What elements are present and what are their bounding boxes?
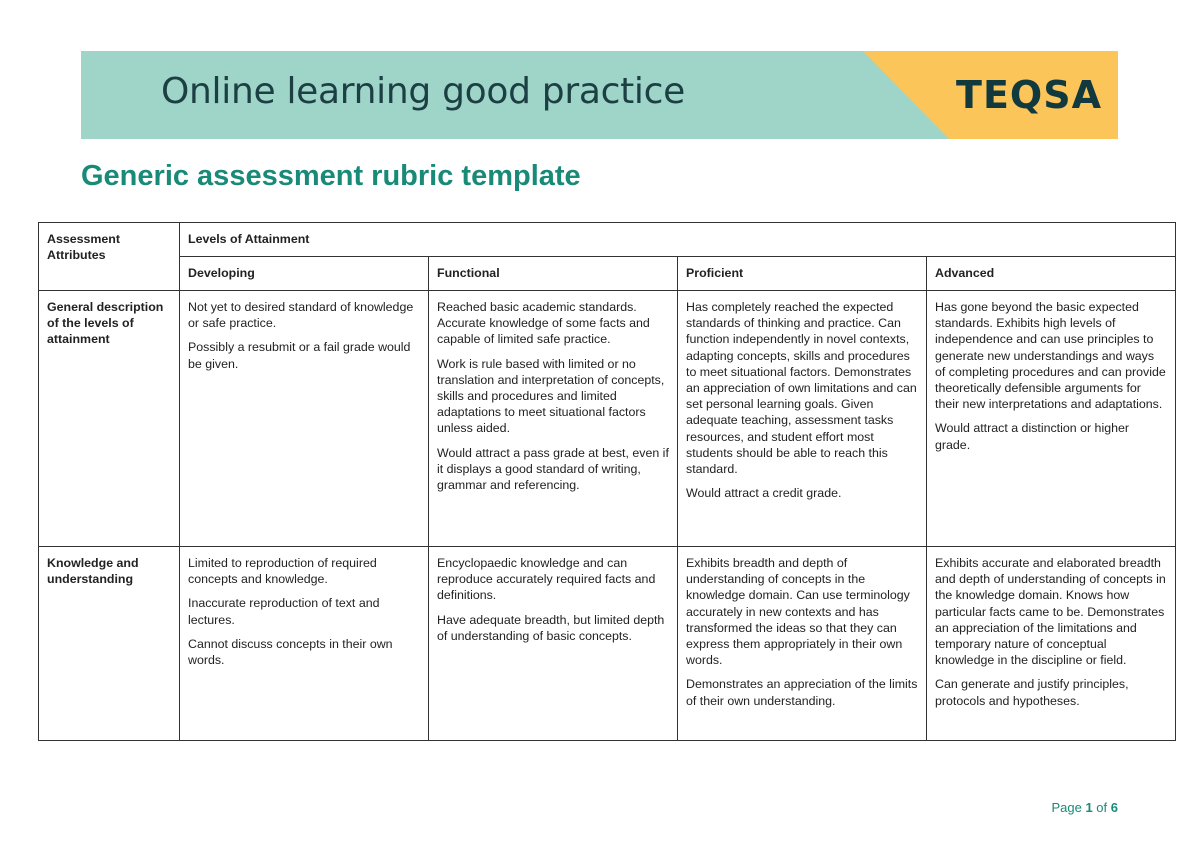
cell-paragraph: Have adequate breadth, but limited depth of understanding of basic concepts.: [437, 612, 665, 643]
cell-paragraph: Work is rule based with limited or no translation and interpretation of concepts, skills and procedures and limited adaptations to meet situational factors unless aided.: [437, 356, 665, 436]
levels-of-attainment-header: Levels of Attainment: [180, 223, 1176, 257]
assessment-attributes-header: Assessment Attributes: [39, 223, 180, 291]
cell-paragraph: Would attract a distinction or higher grade.: [935, 421, 1129, 452]
cell-proficient: [678, 291, 927, 547]
row-attribute-knowledge: Knowledge and understanding: [39, 547, 180, 741]
document-title: Generic assessment rubric template: [81, 160, 581, 192]
cell-paragraph: Not yet to desired standard of knowledge or safe practice.: [188, 300, 414, 331]
cell-developing: [180, 291, 429, 547]
banner-title: Online learning good practice: [161, 71, 685, 112]
total-pages: 6: [1110, 800, 1118, 815]
cell-paragraph: Possibly a resubmit or a fail grade would be given.: [188, 340, 411, 371]
cell-functional: [429, 291, 678, 547]
cell-paragraph: Has completely reached the expected standards of thinking and practice. Can function independently in novel contexts, adapting concepts, skills and procedures to meet situational factors. Demonstrates an appreciation of own limitations and can set personal learning goals. Given adequate teaching, assessment tasks resources, and student effort most students should be able to reach this standard.: [686, 300, 917, 477]
cell-paragraph: Would attract a pass grade at best, even if it displays a good standard of writing, grammar and referencing.: [437, 445, 669, 493]
teqsa-logo: TEQSA: [956, 73, 1102, 117]
level-header-proficient: Proficient: [678, 257, 927, 291]
cell-paragraph: Exhibits accurate and elaborated breadth and depth of understanding of concepts in the knowledge domain. Knows how particular facts came to be. Demonstrates an appreciation of the limitations and temporary nature of conceptual knowledge in the discipline or field.: [935, 556, 1166, 668]
cell-developing: [180, 547, 429, 741]
cell-paragraph: Encyclopaedic knowledge and can reproduce accurately required facts and definitions.: [437, 556, 656, 603]
page-of: of: [1096, 800, 1108, 815]
cell-paragraph: Can generate and justify principles, protocols and hypotheses.: [935, 677, 1129, 708]
level-header-functional: Functional: [429, 257, 678, 291]
cell-paragraph: Has gone beyond the basic expected standards. Exhibits high levels of independence and can use principles to generate new understandings and ways of completing procedures and can provide theoretically defensible arguments for their new interpretations and adaptations.: [935, 300, 1166, 412]
table-row: [39, 291, 1176, 547]
cell-paragraph: Exhibits breadth and depth of understanding of concepts in the knowledge domain. Can use terminology accurately in new contexts and has transformed the ideas so that they can express them appropriately in their own words.: [686, 556, 910, 668]
levels-header-row: [39, 257, 1176, 291]
cell-paragraph: Limited to reproduction of required concepts and knowledge.: [188, 556, 377, 587]
page-prefix: Page: [1051, 800, 1082, 815]
level-header-advanced: Advanced: [927, 257, 1176, 291]
cell-paragraph: Inaccurate reproduction of text and lectures.: [188, 596, 380, 627]
cell-paragraph: Would attract a credit grade.: [686, 486, 842, 501]
cell-proficient: [678, 547, 927, 741]
current-page: 1: [1085, 800, 1093, 815]
cell-advanced: [927, 291, 1176, 547]
header-banner: [81, 51, 1118, 139]
page-number: [1051, 800, 1118, 815]
rubric-table: [38, 222, 1176, 741]
cell-paragraph: Cannot discuss concepts in their own words.: [188, 636, 393, 668]
cell-paragraph: Demonstrates an appreciation of the limits of their own understanding.: [686, 677, 918, 708]
cell-functional: [429, 547, 678, 741]
level-header-developing: Developing: [180, 257, 429, 291]
table-row: [39, 547, 1176, 741]
row-attribute-general: General description of the levels of attainment: [39, 291, 180, 547]
cell-paragraph: Reached basic academic standards. Accurate knowledge of some facts and capable of limited safe practice.: [437, 300, 650, 347]
cell-advanced: [927, 547, 1176, 741]
table-header-row: [39, 223, 1176, 257]
